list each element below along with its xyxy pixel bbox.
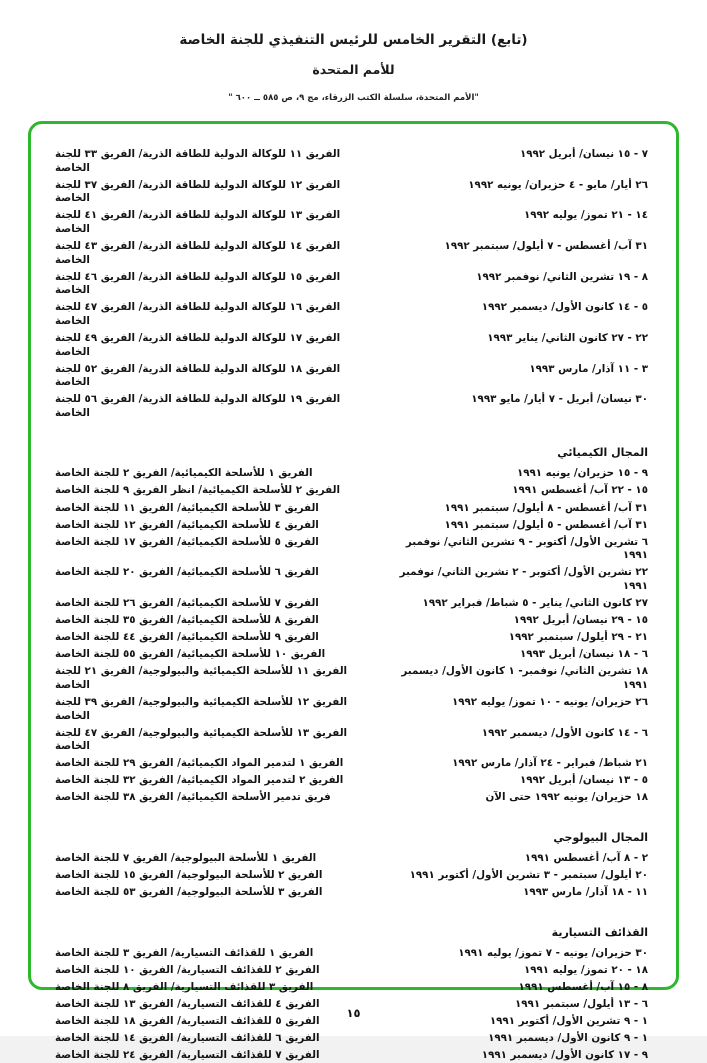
list-item bbox=[55, 502, 648, 516]
inspection-date: ٢٦ أيار/ مايو - ٤ حزيران/ يونيه ١٩٩٢ bbox=[468, 178, 648, 191]
inspection-date: ٣٠ حزيران/ يونيه - ٧ تموز/ يوليه ١٩٩١ bbox=[458, 946, 648, 959]
team-label: الفريق ٥ للقذائف التسيارية/ الفريق ١٨ للجنة الخاصة bbox=[55, 1015, 320, 1028]
team-label: الفريق ١٢ للأسلحة الكيميائية والبيولوجية/ الفريق ٣٩ للجنة الخاصة bbox=[55, 696, 348, 722]
inspection-date: ١٨ حزيران/ يونيه ١٩٩٢ حتى الآن bbox=[485, 791, 648, 804]
team-label: الفريق ٧ للقذائف التسيارية/ الفريق ٢٤ للجنة الخاصة bbox=[55, 1049, 320, 1062]
inspection-date: ١١ - ١٨ آذار/ مارس ١٩٩٣ bbox=[523, 886, 648, 899]
list-item bbox=[55, 240, 648, 267]
inspection-date: ١ - ٩ كانون الأول/ ديسمبر ١٩٩١ bbox=[488, 1032, 648, 1045]
inspection-date: ٢٢ - ٢٧ كانون الثاني/ يناير ١٩٩٣ bbox=[487, 331, 648, 344]
inspection-section bbox=[55, 926, 648, 1063]
inspection-date: ٢٦ حزيران/ يونيه - ١٠ تموز/ يوليه ١٩٩٢ bbox=[451, 696, 648, 708]
team-label: الفريق ٤ للأسلحة الكيميائية/ الفريق ١٢ للجنة الخاصة bbox=[55, 518, 319, 531]
team-label: الفريق ٣ للأسلحة الكيميائية/ الفريق ١١ للجنة الخاصة bbox=[55, 501, 319, 514]
list-item bbox=[55, 852, 648, 866]
inspection-section bbox=[55, 148, 648, 420]
inspection-date: ٢١ شباط/ فبراير - ٢٤ آذار/ مارس ١٩٩٢ bbox=[452, 757, 648, 770]
section-rows bbox=[55, 852, 648, 900]
inspection-date: ٢٢ تشرين الأول/ أكتوبر - ٢ تشرين الثاني/ نوفمبر ١٩٩١ bbox=[399, 566, 648, 592]
inspection-section bbox=[55, 446, 648, 805]
section-title: المجال الكيميائي bbox=[557, 446, 648, 460]
inspection-date: ٦ - ١٤ كانون الأول/ ديسمبر ١٩٩٢ bbox=[481, 726, 648, 739]
team-label: الفريق ١٨ للوكالة الدولية للطاقة الذرية/ الفريق ٥٢ للجنة الخاصة bbox=[55, 362, 341, 389]
team-label: الفريق ٢ للأسلحة الكيميائية/ انظر الفريق ٩ للجنة الخاصة bbox=[55, 484, 340, 497]
list-item bbox=[55, 1032, 648, 1046]
list-item bbox=[55, 363, 648, 390]
list-item bbox=[55, 519, 648, 533]
list-item bbox=[55, 271, 648, 298]
document-header bbox=[0, 0, 707, 103]
list-item bbox=[55, 148, 648, 175]
list-item bbox=[55, 696, 648, 723]
team-label: الفريق ٢ لتدمير المواد الكيميائية/ الفريق ٣٢ للجنة الخاصة bbox=[55, 774, 344, 787]
team-label: الفريق ١٧ للوكالة الدولية للطاقة الذرية/ الفريق ٤٩ للجنة الخاصة bbox=[55, 331, 341, 358]
inspection-date: ٦ - ١٨ نيسان/ أبريل ١٩٩٣ bbox=[519, 648, 648, 661]
inspection-date: ١٤ - ٢١ تموز/ يوليه ١٩٩٢ bbox=[523, 209, 648, 222]
team-label: الفريق ١ للأسلحة الكيميائية/ الفريق ٢ للجنة الخاصة bbox=[55, 467, 313, 480]
list-item bbox=[55, 869, 648, 883]
inspection-date: ٩ - ١٥ حزيران/ يونيه ١٩٩١ bbox=[516, 467, 648, 480]
team-label: الفريق ١١ للأسلحة الكيميائية والبيولوجية/ الفريق ٢١ للجنة الخاصة bbox=[55, 665, 348, 691]
team-label: الفريق ١ للقذائف التسيارية/ الفريق ٣ للجنة الخاصة bbox=[55, 946, 314, 959]
team-label: الفريق ٢ للقذائف التسيارية/ الفريق ١٠ للجنة الخاصة bbox=[55, 963, 320, 976]
list-item bbox=[55, 981, 648, 995]
list-item bbox=[55, 665, 648, 692]
team-label: الفريق ٩ للأسلحة الكيميائية/ الفريق ٤٤ للجنة الخاصة bbox=[55, 631, 319, 644]
team-label: الفريق ٣ للقذائف التسيارية/ الفريق ٨ للجنة الخاصة bbox=[55, 980, 314, 993]
list-item bbox=[55, 631, 648, 645]
team-label: الفريق ٥ للأسلحة الكيميائية/ الفريق ١٧ للجنة الخاصة bbox=[55, 535, 319, 548]
team-label: فريق تدمير الأسلحة الكيميائية/ الفريق ٣٨ للجنة الخاصة bbox=[55, 791, 331, 804]
inspection-date: ٢١ - ٢٩ أيلول/ سبتمبر ١٩٩٢ bbox=[508, 631, 648, 644]
list-item bbox=[55, 393, 648, 420]
list-item bbox=[55, 209, 648, 236]
team-label: الفريق ٦ للقذائف التسيارية/ الفريق ١٤ للجنة الخاصة bbox=[55, 1032, 320, 1045]
inspection-list bbox=[55, 148, 648, 1063]
inspection-date: ١٥ - ٢٩ نيسان/ أبريل ١٩٩٢ bbox=[513, 614, 648, 627]
list-item bbox=[55, 964, 648, 978]
list-item bbox=[55, 179, 648, 206]
team-label: الفريق ٢ للأسلحة البيولوجية/ الفريق ١٥ للجنة الخاصة bbox=[55, 869, 323, 882]
team-label: الفريق ١٣ للأسلحة الكيميائية والبيولوجية/ الفريق ٤٧ للجنة الخاصة bbox=[55, 726, 348, 753]
team-label: الفريق ٤ للقذائف التسيارية/ الفريق ١٣ للجنة الخاصة bbox=[55, 998, 320, 1011]
list-item bbox=[55, 648, 648, 662]
team-label: الفريق ١٩ للوكالة الدولية للطاقة الذرية/ الفريق ٥٦ للجنة الخاصة bbox=[55, 393, 341, 419]
team-label: الفريق ١٥ للوكالة الدولية للطاقة الذرية/ الفريق ٤٦ للجنة الخاصة bbox=[55, 270, 341, 297]
page-number: ١٥ bbox=[346, 1006, 361, 1020]
inspection-date: ٦ تشرين الأول/ أكتوبر - ٩ تشرين الثاني/ نوفمبر ١٩٩١ bbox=[405, 535, 648, 562]
report-title: (تابع) التقرير الخامس للرئيس التنفيذي للجنة الخاصة bbox=[179, 32, 528, 48]
list-item bbox=[55, 566, 648, 593]
team-label: الفريق ٦ للأسلحة الكيميائية/ الفريق ٢٠ للجنة الخاصة bbox=[55, 566, 319, 579]
team-label: الفريق ١ للأسلحة البيولوجية/ الفريق ٧ للجنة الخاصة bbox=[55, 852, 317, 865]
inspection-date: ٥ - ١٤ كانون الأول/ ديسمبر ١٩٩٢ bbox=[481, 301, 648, 314]
source-note: "الأمم المتحدة، سلسلة الكتب الزرقاء، مج ٩، ص ٥٨٥ ــ ٦٠٠ " bbox=[228, 93, 479, 103]
team-label: الفريق ٨ للأسلحة الكيميائية/ الفريق ٣٥ للجنة الخاصة bbox=[55, 614, 319, 627]
list-item bbox=[55, 727, 648, 754]
team-label: الفريق ١٠ للأسلحة الكيميائية/ الفريق ٥٥ للجنة الخاصة bbox=[55, 648, 326, 661]
inspection-date: ٣ - ١١ آذار/ مارس ١٩٩٣ bbox=[529, 362, 648, 375]
list-item bbox=[55, 757, 648, 771]
list-item bbox=[55, 886, 648, 900]
inspection-date: ٢ - ٨ آب/ أغسطس ١٩٩١ bbox=[524, 852, 648, 865]
team-label: الفريق ٧ للأسلحة الكيميائية/ الفريق ٢٦ للجنة الخاصة bbox=[55, 597, 319, 610]
section-rows bbox=[55, 947, 648, 1063]
inspection-date: ٧ - ١٥ نيسان/ أبريل ١٩٩٢ bbox=[519, 148, 648, 160]
inspection-date: ٣١ آب/ أغسطس - ٨ أيلول/ سبتمبر ١٩٩١ bbox=[444, 501, 648, 514]
team-label: الفريق ٣ للأسلحة البيولوجية/ الفريق ٥٣ للجنة الخاصة bbox=[55, 886, 323, 899]
team-label: الفريق ١ لتدمير المواد الكيميائية/ الفريق ٢٩ للجنة الخاصة bbox=[55, 757, 344, 770]
list-item bbox=[55, 536, 648, 563]
inspection-date: ٦ - ١٣ أيلول/ سبتمبر ١٩٩١ bbox=[514, 998, 648, 1011]
list-item bbox=[55, 791, 648, 805]
section-rows bbox=[55, 148, 648, 420]
report-subtitle: للأمم المتحدة bbox=[312, 62, 395, 77]
inspection-date: ٢٠ أيلول/ سبتمبر - ٣ تشرين الأول/ أكتوبر ١٩٩١ bbox=[409, 869, 648, 882]
team-label: الفريق ١٤ للوكالة الدولية للطاقة الذرية/ الفريق ٤٣ للجنة الخاصة bbox=[55, 239, 341, 266]
list-item bbox=[55, 332, 648, 359]
list-item bbox=[55, 597, 648, 611]
team-label: الفريق ١٣ للوكالة الدولية للطاقة الذرية/ الفريق ٤١ للجنة الخاصة bbox=[55, 209, 341, 235]
inspection-date: ٥ - ١٣ نيسان/ أبريل ١٩٩٢ bbox=[519, 774, 648, 787]
section-rows bbox=[55, 467, 648, 805]
inspection-date: ١٨ تشرين الثاني/ نوفمبر- ١ كانون الأول/ ديسمبر ١٩٩١ bbox=[401, 665, 648, 691]
inspection-date: ٩ - ١٧ كانون الأول/ ديسمبر ١٩٩١ bbox=[481, 1049, 648, 1062]
section-title: القذائف التسيارية bbox=[551, 925, 648, 939]
inspection-date: ٢٧ كانون الثاني/ يناير - ٥ شباط/ فبراير ١٩٩٢ bbox=[422, 597, 648, 610]
inspection-date: ٨ - ١٥ آب/ أغسطس ١٩٩١ bbox=[518, 980, 648, 993]
inspection-date: ١ - ٩ تشرين الأول/ أكتوبر ١٩٩١ bbox=[489, 1015, 648, 1028]
inspection-date: ١٨ - ٢٠ تموز/ يوليه ١٩٩١ bbox=[523, 963, 648, 976]
inspection-date: ٣١ آب/ أغسطس - ٥ أيلول/ سبتمبر ١٩٩١ bbox=[444, 518, 648, 531]
list-item bbox=[55, 301, 648, 328]
team-label: الفريق ١٦ للوكالة الدولية للطاقة الذرية/ الفريق ٤٧ للجنة الخاصة bbox=[55, 301, 341, 327]
list-item bbox=[55, 484, 648, 498]
highlight-box bbox=[28, 121, 679, 1062]
team-label: الفريق ١١ للوكالة الدولية للطاقة الذرية/ الفريق ٣٣ للجنة الخاصة bbox=[55, 148, 341, 174]
list-item bbox=[55, 774, 648, 788]
inspection-date: ٣٠ نيسان/ أبريل - ٧ أيار/ مايو ١٩٩٣ bbox=[471, 393, 648, 406]
team-label: الفريق ١٢ للوكالة الدولية للطاقة الذرية/ الفريق ٣٧ للجنة الخاصة bbox=[55, 178, 341, 205]
list-item bbox=[55, 1049, 648, 1063]
list-item bbox=[55, 614, 648, 628]
section-title: المجال البيولوجي bbox=[553, 831, 648, 845]
inspection-date: ٨ - ١٩ تشرين الثاني/ نوفمبر ١٩٩٢ bbox=[476, 270, 648, 283]
list-item bbox=[55, 467, 648, 481]
list-item bbox=[55, 947, 648, 961]
inspection-section bbox=[55, 831, 648, 900]
inspection-date: ٣١ آب/ أغسطس - ٧ أيلول/ سبتمبر ١٩٩٢ bbox=[444, 239, 648, 252]
inspection-date: ١٥ - ٢٢ آب/ أغسطس ١٩٩١ bbox=[512, 484, 648, 497]
